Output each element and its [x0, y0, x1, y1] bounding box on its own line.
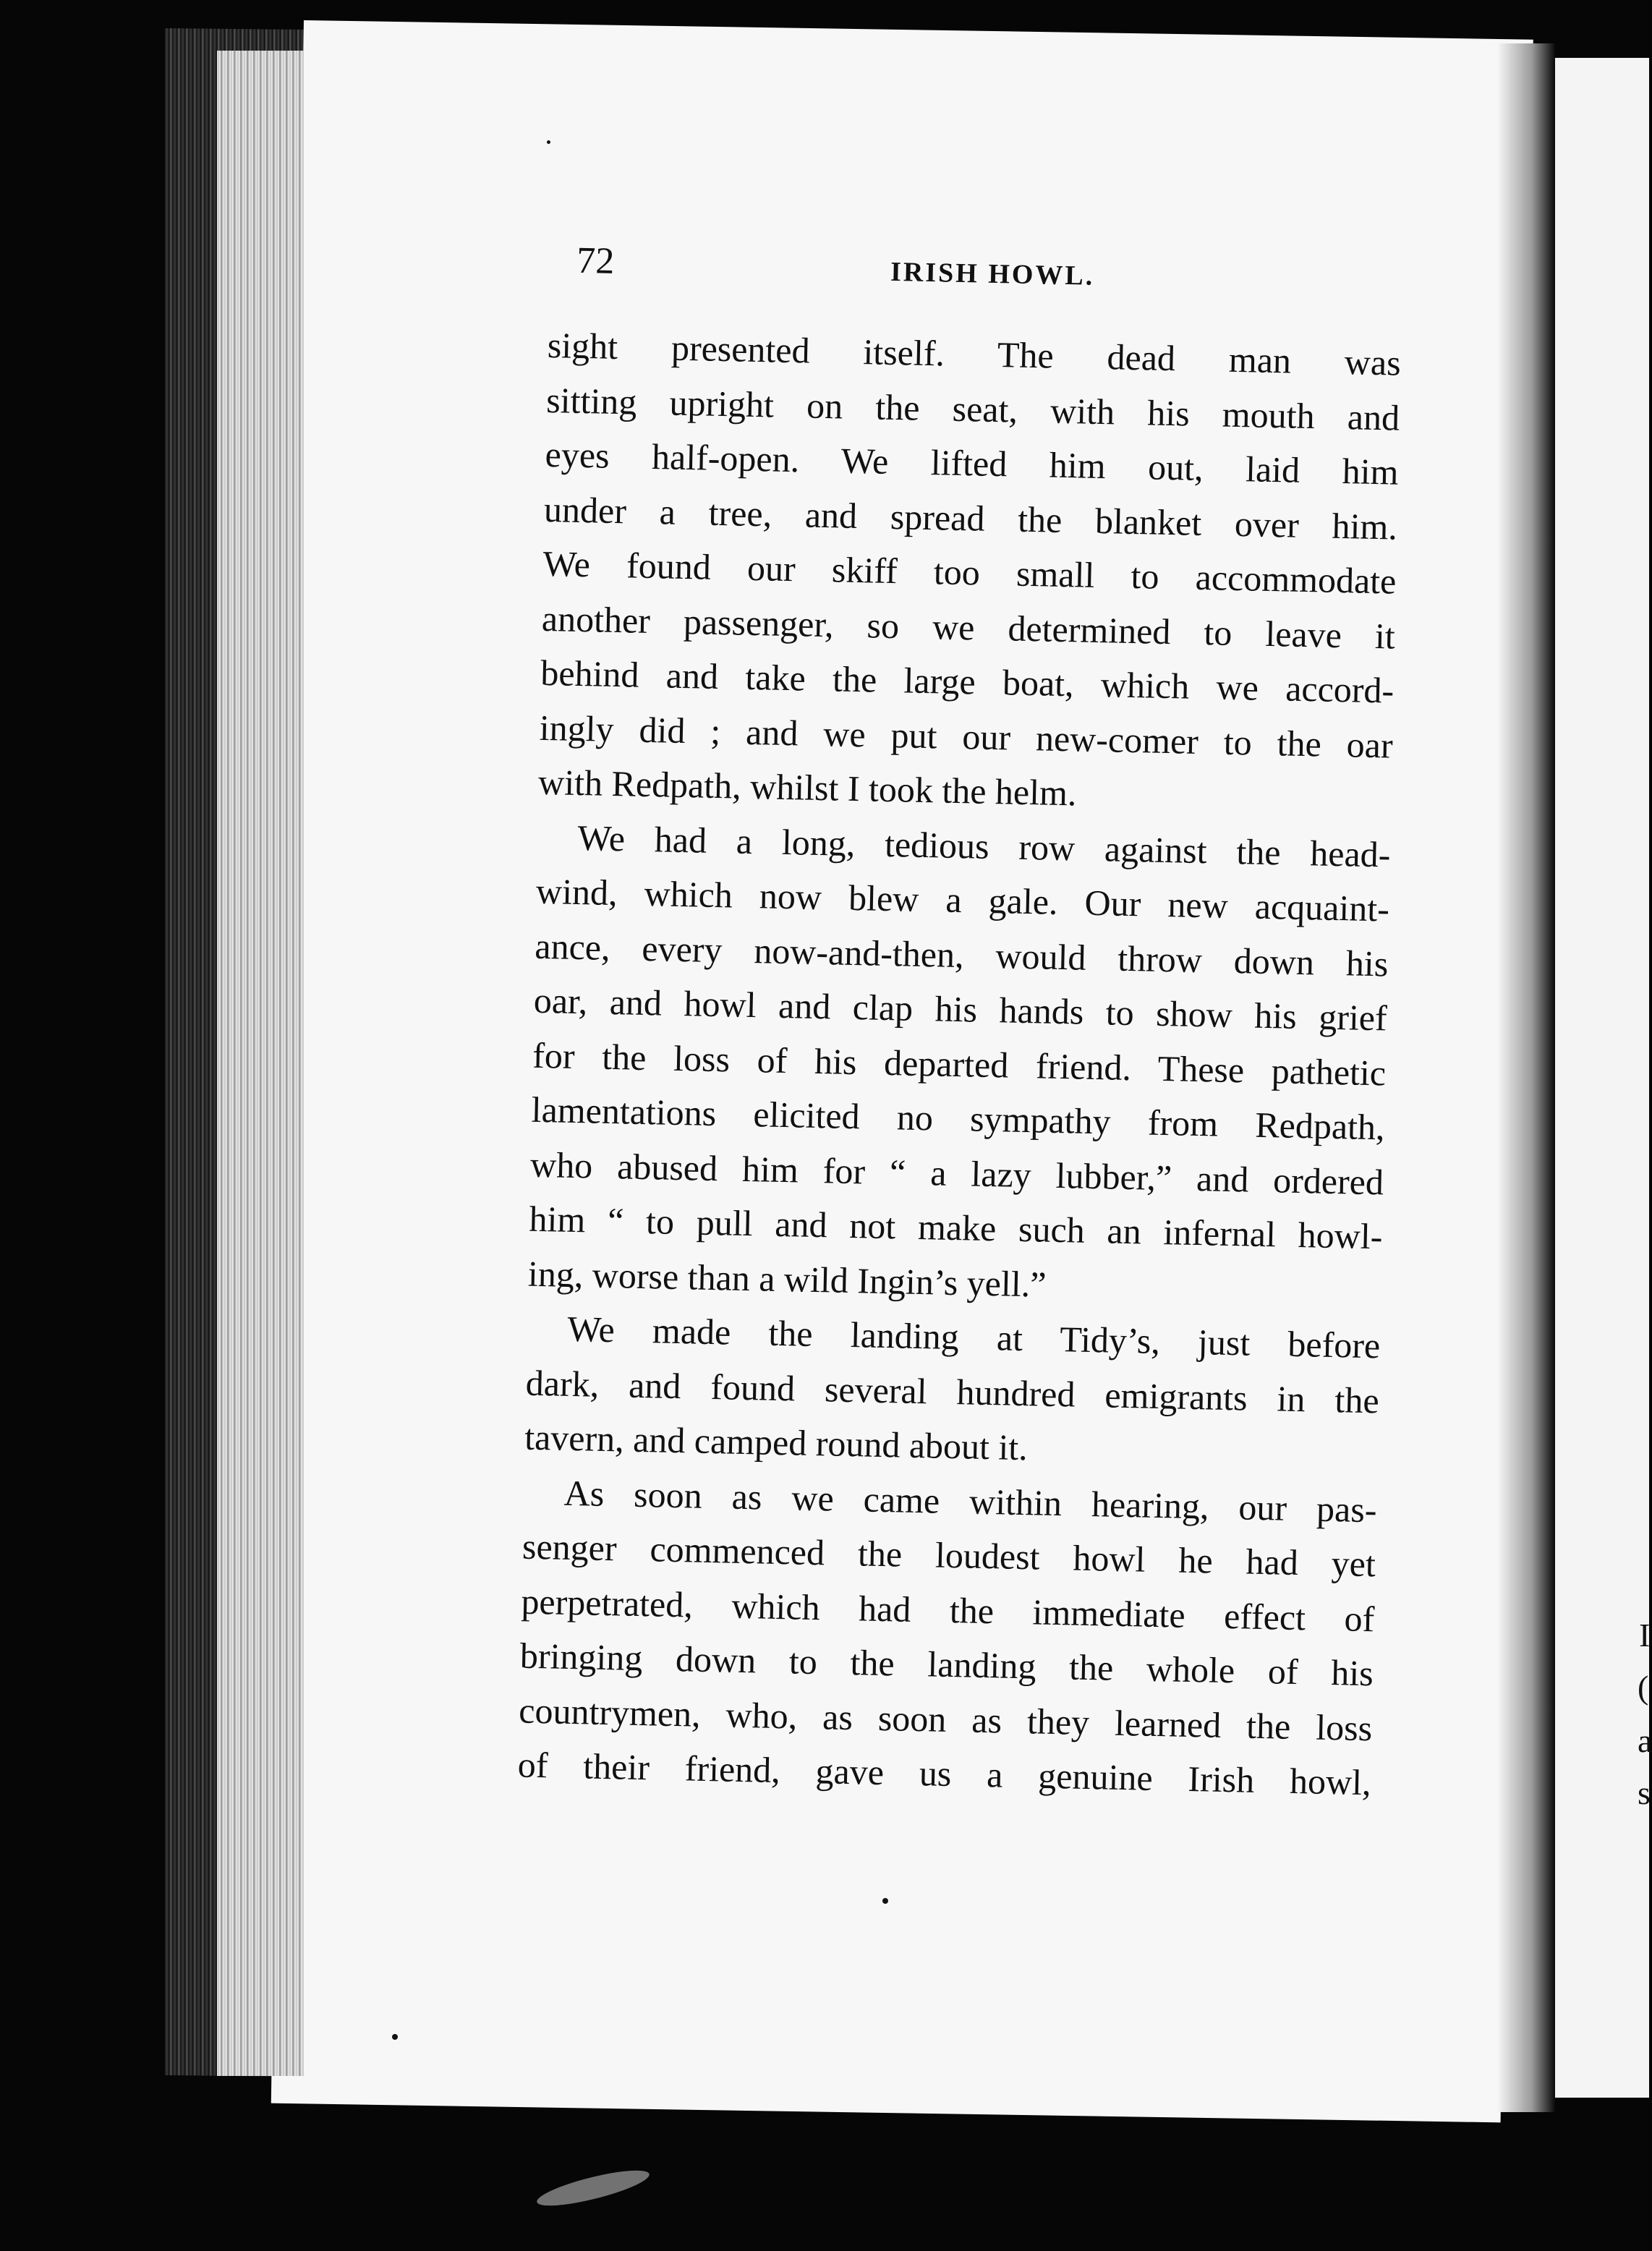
text-line: ingly did ; and we put our new-comer to the oar	[539, 707, 1394, 766]
text-line: of their friend, gave us a genuine Irish howl,	[517, 1744, 1372, 1803]
page-number: 72	[576, 239, 615, 282]
text-line: eyes half-open. We lifted him out, laid him	[545, 433, 1400, 493]
scan-noise	[535, 2163, 652, 2213]
gutter-shadow	[1497, 43, 1555, 2112]
facing-page-glyph: (	[1638, 1669, 1649, 1706]
page-text	[517, 239, 1418, 1810]
paragraph	[527, 809, 1391, 1319]
text-line: We made the landing at Tidy’s, just before	[566, 1308, 1381, 1366]
ink-speck	[882, 1898, 888, 1904]
text-line: perpetrated, which had the immediate effect of	[520, 1580, 1375, 1639]
text-line: dark, and found several hundred emigrants in the	[525, 1362, 1380, 1421]
facing-page-edge	[1555, 58, 1649, 2098]
facing-page-glyph: a	[1638, 1722, 1652, 1759]
text-line: bringing down to the landing the whole of his	[519, 1635, 1374, 1694]
facing-page-glyph: s	[1638, 1774, 1651, 1811]
ink-speck	[547, 140, 550, 144]
text-line: oar, and howl and clap his hands to show his grief	[533, 979, 1388, 1039]
text-line: As soon as we came within hearing, our pas-	[563, 1472, 1378, 1530]
running-title: IRISH HOWL.	[890, 256, 1095, 292]
text-line: under a tree, and spread the blanket over him.	[543, 488, 1398, 548]
text-line: We had a long, tedious row against the head-	[577, 817, 1392, 875]
paragraph	[517, 1465, 1377, 1810]
text-line: ing, worse than a wild Ingin’s yell.”	[527, 1253, 1047, 1305]
text-line: for the loss of his departed friend. These pathetic	[532, 1034, 1387, 1093]
text-line: who abused him for “ a lazy lubber,” and ordered	[529, 1144, 1384, 1202]
text-line: behind and take the large boat, which we accord-	[540, 652, 1395, 711]
text-line: senger commenced the loudest howl he had yet	[521, 1526, 1376, 1585]
text-line: ance, every now-and-then, would throw down his	[534, 925, 1389, 984]
paragraph	[537, 318, 1401, 827]
text-line: him “ to pull and not make such an infernal howl-	[529, 1198, 1383, 1257]
text-line: with Redpath, whilst I took the helm.	[537, 761, 1078, 814]
text-line: tavern, and camped round about it.	[524, 1416, 1029, 1468]
facing-page-glyph: I	[1639, 1617, 1651, 1654]
ink-speck	[392, 2034, 398, 2040]
text-line: sight presented itself. The dead man was	[547, 324, 1402, 383]
text-line: another passenger, so we determined to leave it	[541, 597, 1396, 657]
text-line: countrymen, who, as soon as they learned the loss	[518, 1690, 1373, 1748]
text-line: lamentations elicited no sympathy from Redpath,	[531, 1089, 1386, 1148]
paragraph	[524, 1301, 1380, 1483]
text-line: sitting upright on the seat, with his mouth and	[545, 379, 1400, 438]
text-line: We found our skiff too small to accommodate	[542, 542, 1397, 602]
page-fore-edge	[217, 51, 304, 2076]
text-line: wind, which now blew a gale. Our new acquaint-	[535, 870, 1390, 929]
